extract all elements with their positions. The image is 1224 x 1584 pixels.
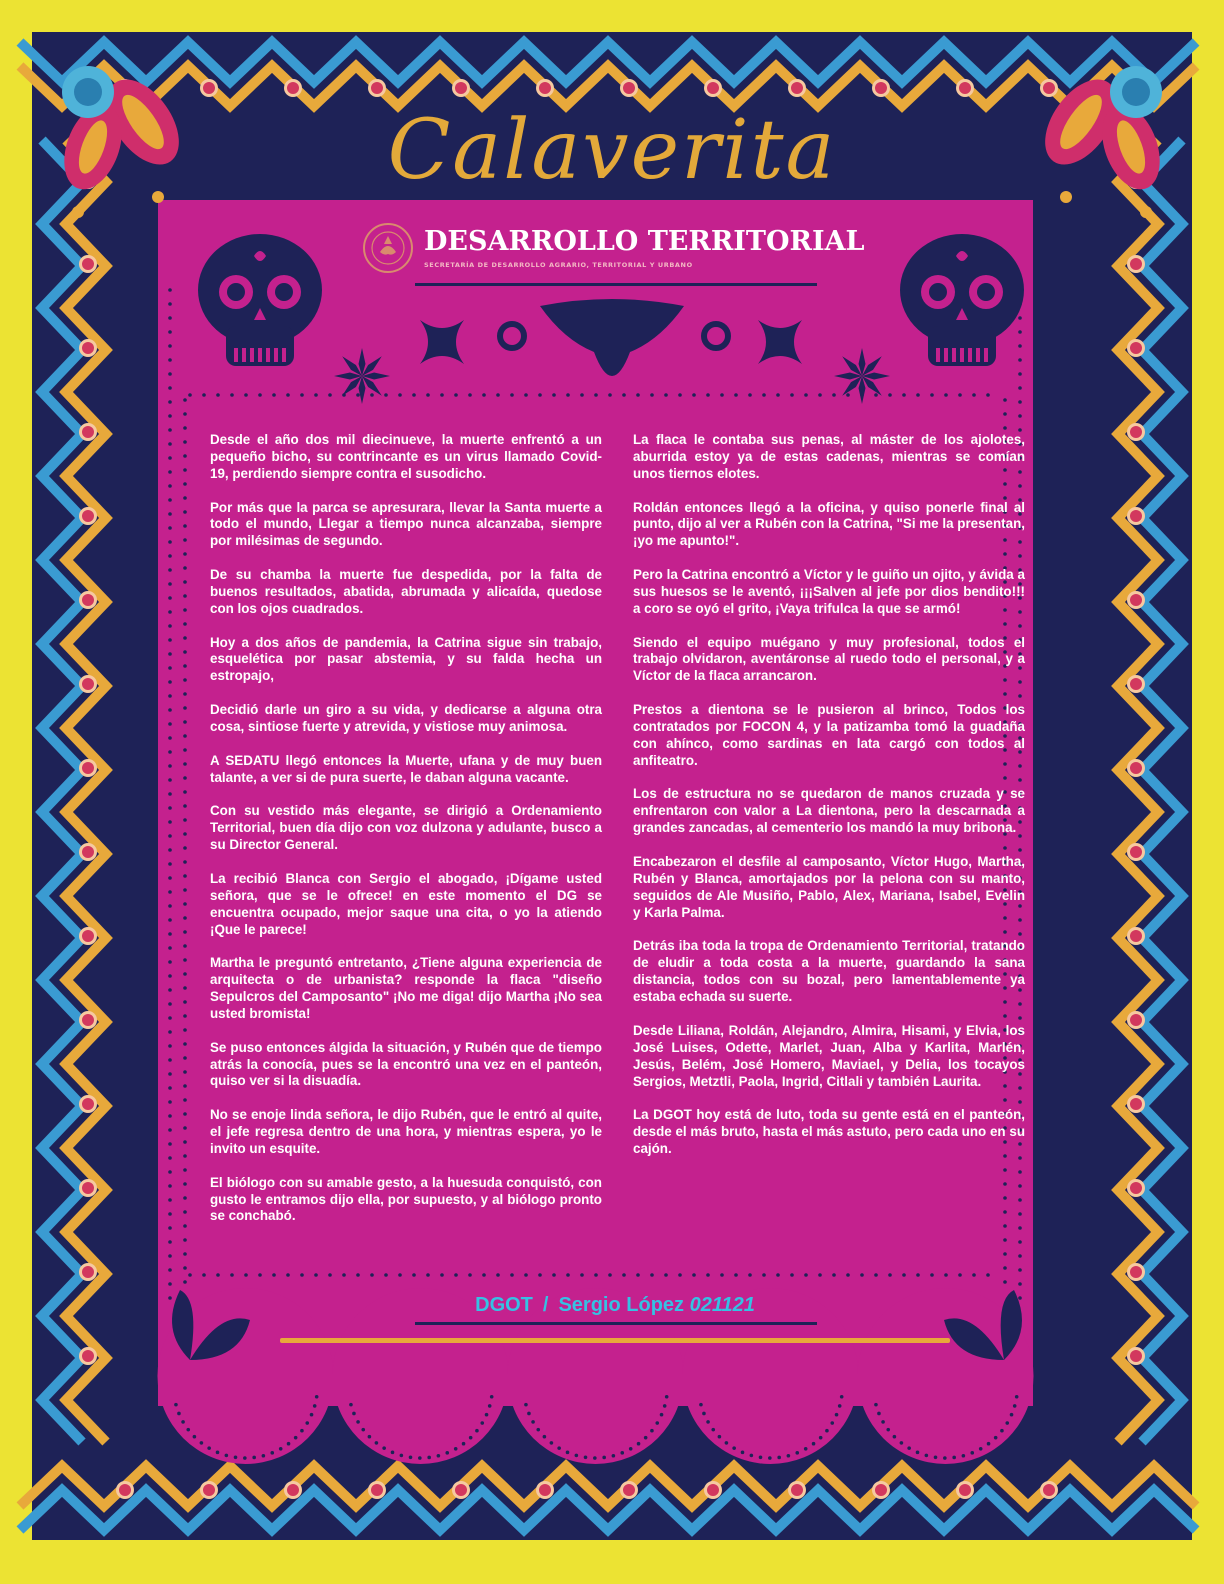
signature-author: Sergio López xyxy=(558,1294,685,1316)
stanza: Desde Liliana, Roldán, Alejandro, Almira, Hisami, y Elvia, los José Luises, Odette, Marlet, Juan, Alba y Karlita, Marlén, Jesús, Belém, José Homero, Maviael, y Delia, los tocayos Sergios, Metztli, Paola, Ingrid, Citlali y también Laurita. xyxy=(633,1022,1025,1089)
signature-date: 021121 xyxy=(689,1294,755,1316)
stanza: Decidió darle un giro a su vida, y dedicarse a alguna otra cosa, sintiose fuerte y atrevida, y vistiose muy animosa. xyxy=(210,702,602,734)
poster-title: Calaverita xyxy=(387,103,837,198)
org-name: DESARROLLO TERRITORIAL xyxy=(424,226,865,257)
flower-icon xyxy=(834,348,890,404)
signature-unit: DGOT xyxy=(475,1294,533,1316)
mexico-seal-icon xyxy=(362,222,414,274)
stanza: Se puso entonces álgida la situación, y Rubén que de tiempo atrás la conocía, pues se la encontró una vez en el panteón, quiso ver si la disuadía. xyxy=(210,1039,602,1089)
stanza: Hoy a dos años de pandemia, la Catrina sigue sin trabajo, esquelética por pasar abstemia, y su falda hecha un estropajo, xyxy=(210,634,602,684)
stanza: Siendo el equipo muégano y muy profesional, todos el trabajo olvidaron, aventáronse al ruedo todo el personal, y a Víctor de la flaca arrancaron. xyxy=(633,634,1025,684)
stanza: No se enoje linda señora, le dijo Rubén, que le entró al quite, el jefe regresa dentro de una hora, y mientras espera, yo le invito un esquite. xyxy=(210,1107,602,1156)
poem-column-right xyxy=(633,432,1025,1175)
stanza: Martha le preguntó entretanto, ¿Tiene alguna experiencia de arquitecta o de urbanista? responde la flaca "diseño Sepulcros del Camposanto" ¡No me diga! dijo Martha ¡No sea usted bromista! xyxy=(210,955,602,1021)
stanza: Por más que la parca se apresurara, llevar la Santa muerte a todo el mundo, Llegar a tiempo nunca alcanzaba, siempre por milésimas de segundo. xyxy=(210,499,602,549)
poem-column-left xyxy=(210,432,602,1242)
signature-separator: / xyxy=(542,1294,549,1316)
stanza: La flaca le contaba sus penas, al máster de los ajolotes, aburrida estoy ya de estas cadenas, mientras se comían unos tiernos elotes. xyxy=(633,432,1025,481)
stanza: La recibió Blanca con Sergio el abogado, ¡Dígame usted señora, que se le ofrece! en este momento el DG se encuentra ocupado, mejor saque una cita, o yo la atiendo ¡Que le parece! xyxy=(210,870,602,937)
stanza: Los de estructura no se quedaron de manos cruzada y se enfrentaron con valor a La dientona, pero la descarnada a grandes zancadas, al cementerio los mandó la muy bribona. xyxy=(633,786,1025,836)
stanza: La DGOT hoy está de luto, toda su gente está en el panteón, desde el más bruto, hasta el más astuto, pero cada uno en su cajón. xyxy=(633,1107,1025,1157)
signature xyxy=(430,1289,800,1321)
divider-line xyxy=(415,1322,817,1325)
sedatu-logo xyxy=(362,222,882,274)
flower-icon xyxy=(334,348,390,404)
divider-line xyxy=(280,1338,950,1343)
stanza: De su chamba la muerte fue despedida, por la falta de buenos resultados, abatida, abrumada y alicaída, quedose con los ojos cuadrados. xyxy=(210,567,602,616)
stanza: Roldán entonces llegó a la oficina, y quiso ponerle final al punto, dijo al ver a Rubén con la Catrina, "Si me la presentan, ¡yo me apunto!". xyxy=(633,499,1025,549)
stanza: A SEDATU llegó entonces la Muerte, ufana y de muy buen talante, a ver si de pura suerte, le daban alguna vacante. xyxy=(210,752,602,785)
stanza: Encabezaron el desfile al camposanto, Víctor Hugo, Martha, Rubén y Blanca, amortajados por la pelona con su manto, seguidos de Ale Musiño, Pablo, Alex, Mariana, Isabel, Evelin y Karla Palma. xyxy=(633,854,1025,920)
stanza: Desde el año dos mil diecinueve, la muerte enfrentó a un pequeño bicho, su contrincante es un virus llamado Covid-19, perdiendo siempre contra el susodicho. xyxy=(210,432,602,481)
stanza: El biólogo con su amable gesto, a la huesuda conquistó, con gusto le entramos dijo ella, por supuesto, y al biólogo pronto se conchabó. xyxy=(210,1174,602,1224)
stanza: Detrás iba toda la tropa de Ordenamiento Territorial, tratando de eludir a toda costa a la muerte, guardando la sana distancia, todos con su bozal, pero lamentablemente ya estaba echada su suerte. xyxy=(633,938,1025,1005)
stanza: Con su vestido más elegante, se dirigió a Ordenamiento Territorial, buen día dijo con voz dulzona y adulante, busco a su Director General. xyxy=(210,803,602,853)
divider-line xyxy=(415,283,817,286)
stanza: Pero la Catrina encontró a Víctor y le guiño un ojito, y ávida a sus huesos se le aventó, ¡¡¡Salven al jefe por dios bendito!!! a coro se oyó el grito, ¡Vaya trifulca la que se armó! xyxy=(633,567,1025,616)
org-subtitle: SECRETARÍA DE DESARROLLO AGRARIO, TERRITORIAL Y URBANO xyxy=(424,261,693,269)
stanza: Prestos a dientona se le pusieron al brinco, Todos los contratados por FOCON 4, y la patizamba tomó la guadaña con ahínco, como sardinas en lata cargó con todos al anfiteatro. xyxy=(633,702,1025,768)
